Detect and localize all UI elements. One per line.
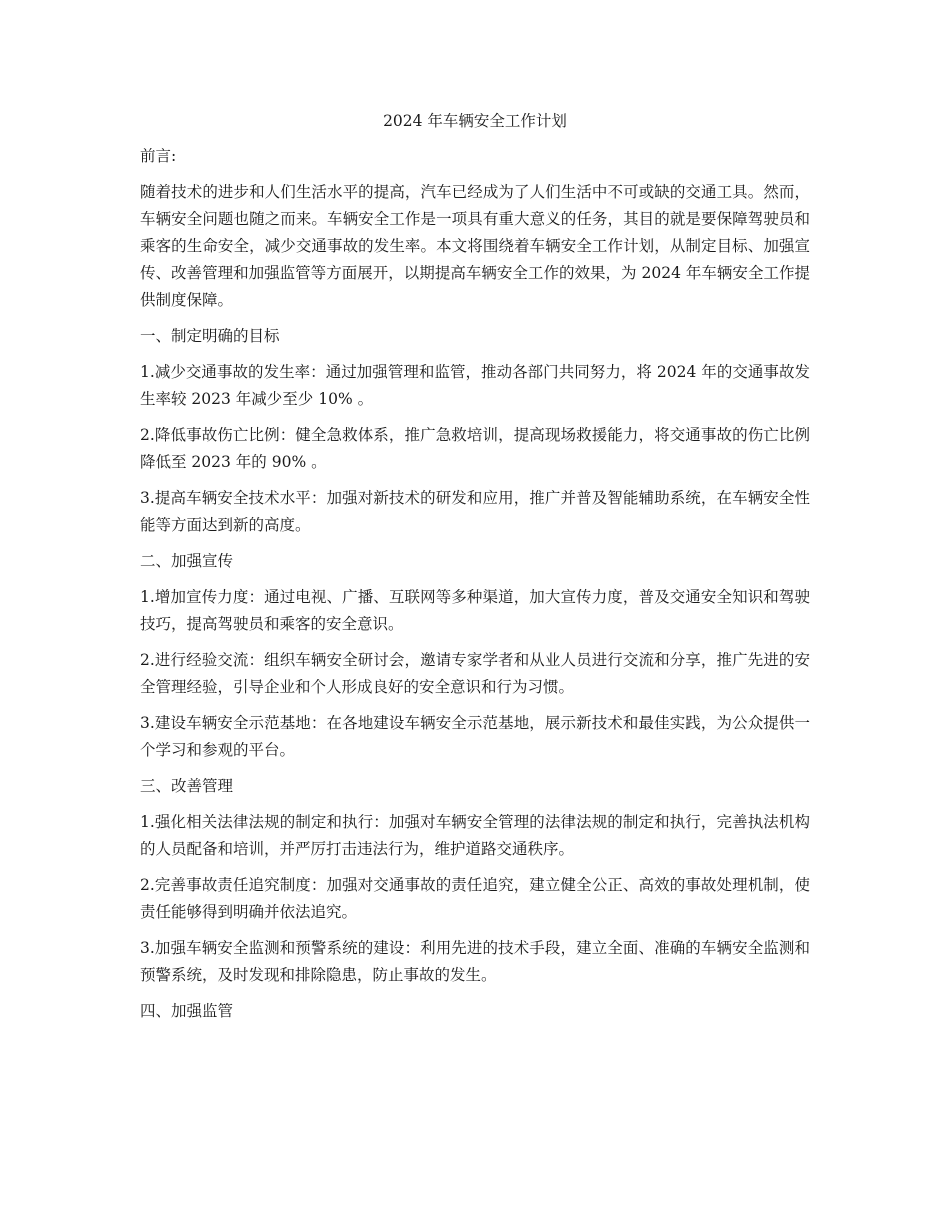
section-heading-publicity: 二、加强宣传 <box>140 552 234 570</box>
management-item-1: 1.强化相关法律法规的制定和执行：加强对车辆安全管理的法律法规的制定和执行，完善执法机构的人员配备和培训，并严厉打击违法行为，维护道路交通秩序。 <box>140 813 810 858</box>
preface-paragraph: 随着技术的进步和人们生活水平的提高，汽车已经成为了人们生活中不可或缺的交通工具。然而，车辆安全问题也随之而来。车辆安全工作是一项具有重大意义的任务，其目的就是要保障驾驶员和乘客的生命安全，减少交通事故的发生率。本文将围绕着车辆安全工作计划，从制定目标、加强宣传、改善管理和加强监管等方面展开，以期提高车辆安全工作的效果，为 2024 年车辆安全工作提供制度保障。 <box>140 183 810 309</box>
goals-item-1: 1.减少交通事故的发生率：通过加强管理和监管，推动各部门共同努力，将 2024 年的交通事故发生率较 2023 年减少至少 10% 。 <box>140 363 810 408</box>
goals-item-3: 3.提高车辆安全技术水平：加强对新技术的研发和应用，推广并普及智能辅助系统，在车辆安全性能等方面达到新的高度。 <box>140 489 810 534</box>
management-item-2: 2.完善事故责任追究制度：加强对交通事故的责任追究，建立健全公正、高效的事故处理机制，使责任能够得到明确并依法追究。 <box>140 876 810 921</box>
document-page <box>140 108 810 1034</box>
preface-label: 前言: <box>140 147 177 165</box>
management-item-3: 3.加强车辆安全监测和预警系统的建设：利用先进的技术手段，建立全面、准确的车辆安全监测和预警系统，及时发现和排除隐患，防止事故的发生。 <box>140 939 810 984</box>
section-heading-management: 三、改善管理 <box>140 777 234 795</box>
publicity-item-1: 1.增加宣传力度：通过电视、广播、互联网等多种渠道，加大宣传力度，普及交通安全知识和驾驶技巧，提高驾驶员和乘客的安全意识。 <box>140 588 810 633</box>
document-title: 2024 年车辆安全工作计划 <box>383 112 567 130</box>
section-heading-goals: 一、制定明确的目标 <box>140 327 280 345</box>
section-heading-supervision: 四、加强监管 <box>140 1002 234 1020</box>
publicity-item-2: 2.进行经验交流：组织车辆安全研讨会，邀请专家学者和从业人员进行交流和分享，推广先进的安全管理经验，引导企业和个人形成良好的安全意识和行为习惯。 <box>140 651 810 696</box>
goals-item-2: 2.降低事故伤亡比例：健全急救体系，推广急救培训，提高现场救援能力，将交通事故的伤亡比例降低至 2023 年的 90% 。 <box>140 426 810 471</box>
publicity-item-3: 3.建设车辆安全示范基地：在各地建设车辆安全示范基地，展示新技术和最佳实践，为公众提供一个学习和参观的平台。 <box>140 714 810 759</box>
